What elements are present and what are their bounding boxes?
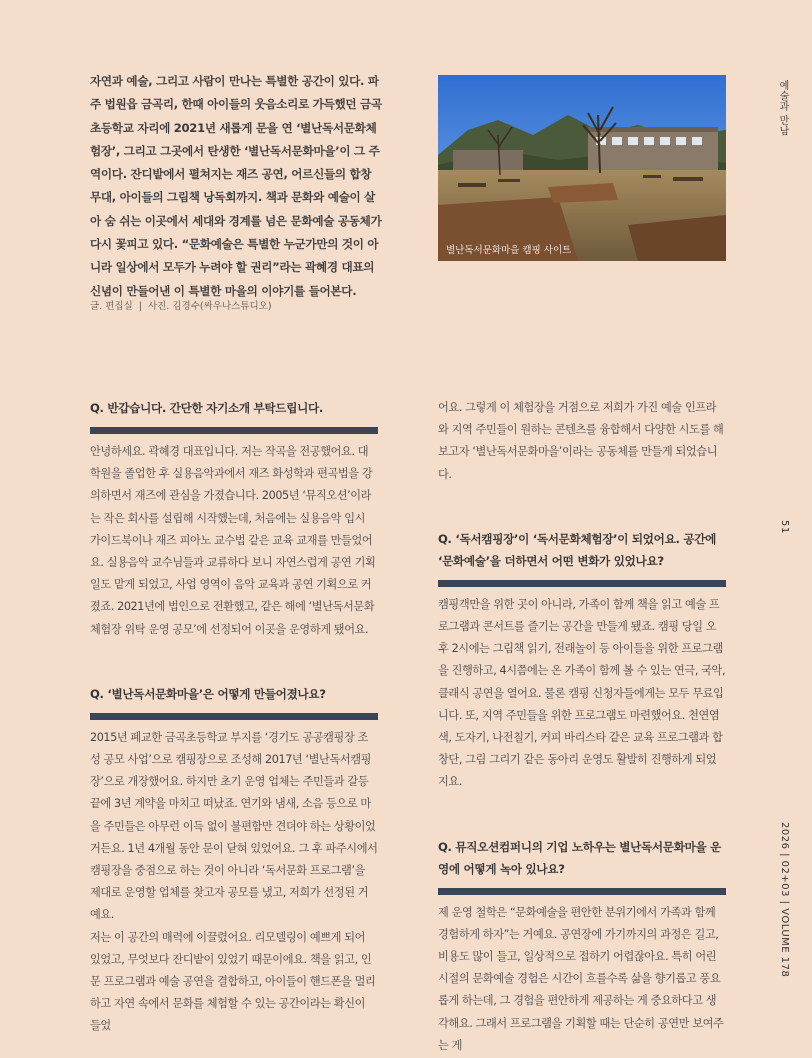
credit-separator: |: [138, 301, 142, 312]
question-divider: [90, 427, 378, 434]
question-heading: Q. ‘별난독서문화마을’은 어떻게 만들어졌나요?: [90, 686, 326, 701]
issue-label: 2026 | 02+03 | VOLUME 178: [779, 822, 790, 978]
photo-illustration: [438, 75, 726, 261]
answer-paragraph: 제 운영 철학은 “문화예술을 편안한 분위기에서 가족과 함께 경험하게 하자”는 거예요. 공연장에 가기까지의 과정은 길고, 비용도 많이 들고, 일상적으로 접하기 어렵잖아요. 특히 어린시절의 문화예술 경험은 시간이 흐를수록 삶을 향기롭고 풍요롭게 하는데, 그 경험을 편안하게 제공하는 게 중요하다고 생각해요. 그래서 프로그램을 기획할 때는 단순히 공연만 보여주는 게: [438, 905, 724, 1052]
left-column: [90, 397, 378, 1038]
answer-paragraph: 안녕하세요. 곽혜경 대표입니다. 저는 작곡을 전공했어요. 대학원을 졸업한 후 실용음악과에서 재즈 화성학과 편곡법을 강의하면서 재즈에 관심을 가졌습니다. 2005년 ‘뮤직오션’이라는 작은 회사를 설립해 시작했는데, 처음에는 실용음악 입시 가이드북이나 재즈 피아노 교수법 같은 교육 교재를 만들었어요. 실용음악 교수님들과 교류하다 보니 자연스럽게 공연 기획 일도 맡게 되었고, 사업 영역이 음악 교육과 공연 기획으로 커졌죠. 2021년에 법인으로 전환했고, 같은 해에 ‘별난독서문화체험장 위탁 운영 공모’에 선정되어 이곳을 운영하게 됐어요.: [90, 445, 376, 636]
credit-line: [90, 298, 272, 312]
camping-site-photo: [438, 75, 726, 261]
credit-photo: 사진. 김경수(싸우나스튜디오): [147, 301, 272, 312]
answer-paragraph: 어요. 그렇게 이 체험장을 거점으로 저희가 가진 예술 인프라와 지역 주민들이 원하는 콘텐츠를 융합해서 다양한 시도를 해보고자 ‘별난독서문화마을’이라는 공동체를 만들게 되었습니다.: [438, 401, 724, 481]
right-column: [438, 397, 726, 1057]
page-number: 51: [779, 520, 790, 534]
intro-lead: 자연과 예술, 그리고 사람이 만나는 특별한 공간이 있다. 파주 법원읍 금곡리, 한때 아이들의 웃음소리로 가득했던 금곡초등학교 자리에 2021년 새롭게 문을 연 ‘별난독서문화체험장’, 그리고 그곳에서 탄생한 ‘별난독서문화마을’이 그 주역이다. 잔디밭에서 펼쳐지는 재즈 공연, 어르신들의 합창 무대, 아이들의 그림책 낭독회까지. 책과 문화와 예술이 살아 숨 쉬는 이곳에서 세대와 경계를 넘은 문화예술 공동체가 다시 꽃피고 있다. “문화예술은 특별한 누군가만의 것이 아니라 일상에서 모두가 누려야 할 권리”라는 곽혜경 대표의 신념이 만들어낸 이 특별한 마을의 이야기를 들어본다.: [90, 74, 382, 298]
answer-paragraph: 캠핑객만을 위한 곳이 아니라, 가족이 함께 책을 읽고 예술 프로그램과 콘서트를 즐기는 공간을 만들게 됐죠. 캠핑 당일 오후 2시에는 그림책 읽기, 전래놀이 등 아이들을 위한 프로그램을 진행하고, 4시쯤에는 온 가족이 함께 볼 수 있는 연극, 국악, 클래식 공연을 열어요. 물론 캠핑 신청자들에게는 모두 무료입니다. 또, 지역 주민들을 위한 프로그램도 마련했어요. 천연염색, 도자기, 나전칠기, 커피 바리스타 같은 교육 프로그램과 합창단, 그림 그리기 같은 동아리 운영도 활발히 진행하게 되었지요.: [438, 597, 726, 789]
credit-writer: 글. 편집실: [90, 301, 133, 312]
question-heading: Q. ‘독서캠핑장’이 ‘독서문화체험장’이 되었어요. 공간에 ‘문화예술’을 더하면서 어떤 변화가 있었나요?: [438, 531, 717, 568]
answer-paragraph: 2015년 폐교한 금곡초등학교 부지를 ‘경기도 공공캠핑장 조성 공모 사업’으로 캠핑장으로 조성해 2017년 ‘별난독서캠핑장’으로 개장했어요. 하지만 초기 운영 업체는 주민들과 갈등 끝에 3년 계약을 마치고 떠났죠. 연기와 냄새, 소음 등으로 마을 주민들은 아무런 이득 없이 불편함만 견뎌야 하는 상황이었거든요. 1년 4개월 동안 문이 닫혀 있었어요. 그 후 파주시에서 캠핑장을 중점으로 하는 것이 아니라 ‘독서문화 프로그램’을 제대로 운영할 업체를 찾고자 공모를 냈고, 저희가 선정된 거예요.: [90, 730, 378, 922]
section-label: 예술과 만남: [777, 80, 788, 137]
question-divider: [438, 888, 726, 895]
answer-paragraph: 저는 이 공간의 매력에 이끌렸어요. 리모델링이 예쁘게 되어 있었고, 무엇보다 잔디밭이 있었기 때문이에요. 책을 읽고, 인문 프로그램과 예술 공연을 결합하고, 아이들이 핸드폰을 멀리하고 자연 속에서 문화를 체험할 수 있는 공간이라는 확신이 들었: [90, 930, 376, 1033]
question-divider: [90, 713, 378, 720]
question-heading: Q. 뮤직오션컴퍼니의 기업 노하우는 별난독서문화마을 운영에 어떻게 녹아 있나요?: [438, 839, 722, 876]
question-heading: Q. 반갑습니다. 간단한 자기소개 부탁드립니다.: [90, 401, 324, 415]
question-divider: [438, 580, 726, 587]
photo-caption: 별난독서문화마을 캠핑 사이트: [446, 245, 572, 256]
